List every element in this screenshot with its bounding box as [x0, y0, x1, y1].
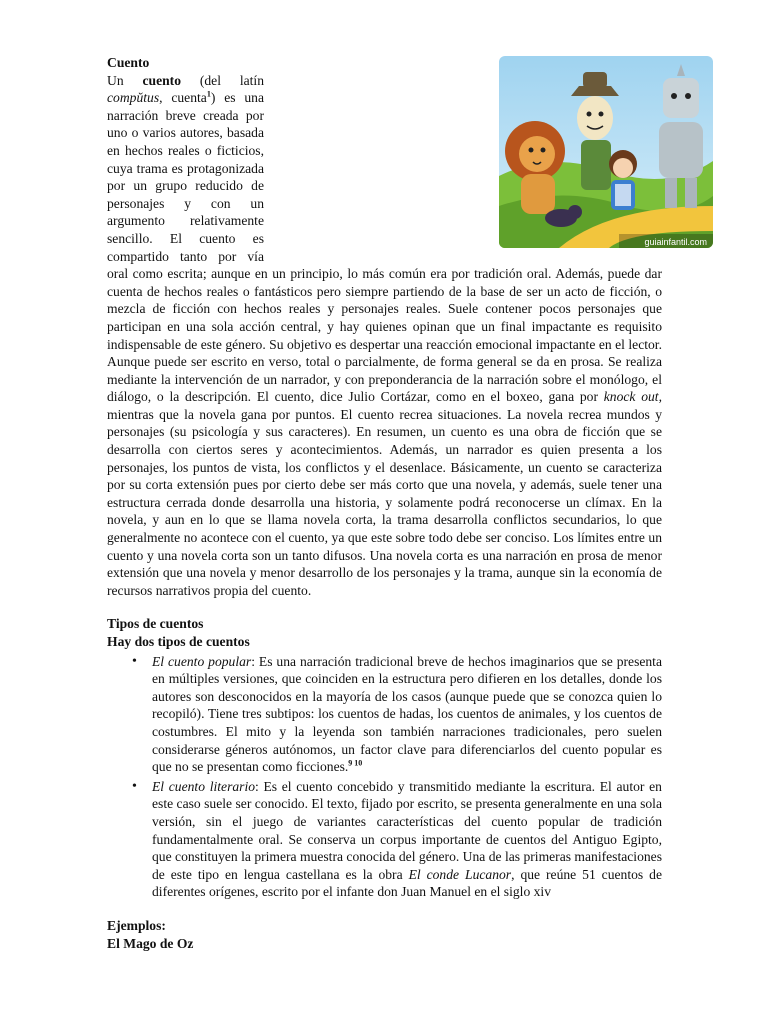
intro-computus: compŭtus	[107, 90, 160, 106]
intro-un: Un	[107, 72, 124, 88]
footnote-1: 1	[206, 89, 211, 99]
intro-rest-2: mientras que la novela gana por puntos. El cuento recrea situaciones. La novela recrea mundos y personajes (su psicología y sus caracteres). En resumen, un cuento es una obra de ficción que se desarrolla con ciertos seres y acontecimientos. Además, un narrador es quien presenta a los personajes, los puntos de vista, los conflictos y el desenlace. Básicamente, un cuento se caracteriza por su corta extensión pues por cierto debe ser más corto que una novela, y además, suele tener una estructura cerrada donde desarrolla una historia, y solamente podrá reconocerse un clímax. En la novela, y aun en lo que se llama novela corta, la trama desarrolla conflictos secundarios, lo que generalmente no acontece con el cuento, ya que este sobre todo debe ser conciso. Los límites entre un cuento y una novela corta son un tanto difusos. Una novela corta es una narración en prosa de menor extensión que una novela y menor desarrollo de los personajes y la trama, aunque sin la economía de recursos narrativos propia del cuento.	[107, 406, 662, 598]
page-title: Cuento	[107, 55, 150, 70]
document-page	[107, 54, 662, 952]
list-item-popular	[152, 653, 662, 776]
intro-del-latin: (del latín	[199, 72, 265, 88]
intro-close: ) es	[210, 90, 236, 106]
watermark-text: guiainfantil.com	[644, 237, 707, 247]
example-mago-de-oz: El Mago de Oz	[107, 935, 194, 951]
intro-cuento-word: cuento	[142, 72, 181, 88]
literario-text-2: , que reúne 51 cuentos de diferentes orígenes, escrito por el infante don Juan Manuel en el siglo xiv	[152, 866, 662, 900]
term-cuento-literario: El cuento literario	[152, 778, 256, 794]
footnote-9-10: 9 10	[348, 758, 363, 768]
types-subheading: Hay dos tipos de cuentos	[107, 634, 250, 649]
work-el-conde-lucanor: El conde Lucanor	[408, 866, 512, 882]
popular-text: : Es una narración tradicional breve de hechos imaginarios que se presenta en múltiples versiones, que coinciden en la estructura pero difieren en los detalles, donde los autores son desconocidos en la mayoría de los casos (aunque puede que se conozca quien lo recopiló). Tiene tres subtipos: los cuentos de hadas, los cuentos de animales, y los cuentos de costumbres. El mito y la leyenda son también narraciones tradicionales, pero suelen considerarse géneros autónomos, un factor clave para diferenciarlos del cuento popular es que no se presentan como ficciones.	[152, 653, 662, 775]
types-heading: Tipos de cuentos	[107, 616, 204, 632]
list-item-literario	[152, 778, 662, 901]
figure-spacer	[270, 54, 662, 248]
types-list	[107, 653, 662, 901]
literario-text: : Es el cuento concebido y transmitido mediante la escritura. El autor en este caso suele ser conocido. El texto, fijado por escrito, se presenta generalmente en una sola versión, sin el juego de variantes características del cuento popular de tradición fundamentalmente oral. Se conserva un corpus importante de cuentos del Antiguo Egipto, que constituyen la primera muestra conocida del género. Una de las primeras manifestaciones de este tipo en lengua castellana es la obra	[152, 778, 662, 882]
intro-rest: una narración breve creada por uno o varios autores, basada en hechos reales o ficticios, cuya trama es protagonizada por un grupo reducido de personajes y con un argumento relativamente sencillo. El cuento es compartido tanto por vía oral como escrita; aunque en un principio, lo más común era por tradición oral. Además, puede dar cuenta de hechos reales o fantásticos pero siempre partiendo de la base de ser un acto de ficción, o mezcla de ficción con hechos reales y personajes reales. Suele contener pocos personajes que participan en una sola acción central, y hay quienes opinan que un final impactante es requisito indispensable de este género. Su objetivo es despertar una reacción emocional impactante en el lector. Aunque puede ser escrito en verso, total o parcialmente, de forma general se da en prosa. Se realiza mediante la intervención de un narrador, y con preponderancia de la narración sobre el monólogo, el diálogo, o la descripción. El cuento, dice Julio Cortázar, como en el boxeo, gana por	[107, 90, 662, 405]
intro-cuenta: , cuenta	[159, 90, 207, 106]
term-cuento-popular: El cuento popular	[152, 653, 252, 669]
examples-heading: Ejemplos:	[107, 917, 166, 933]
knock-out-term: knock out,	[603, 389, 662, 405]
